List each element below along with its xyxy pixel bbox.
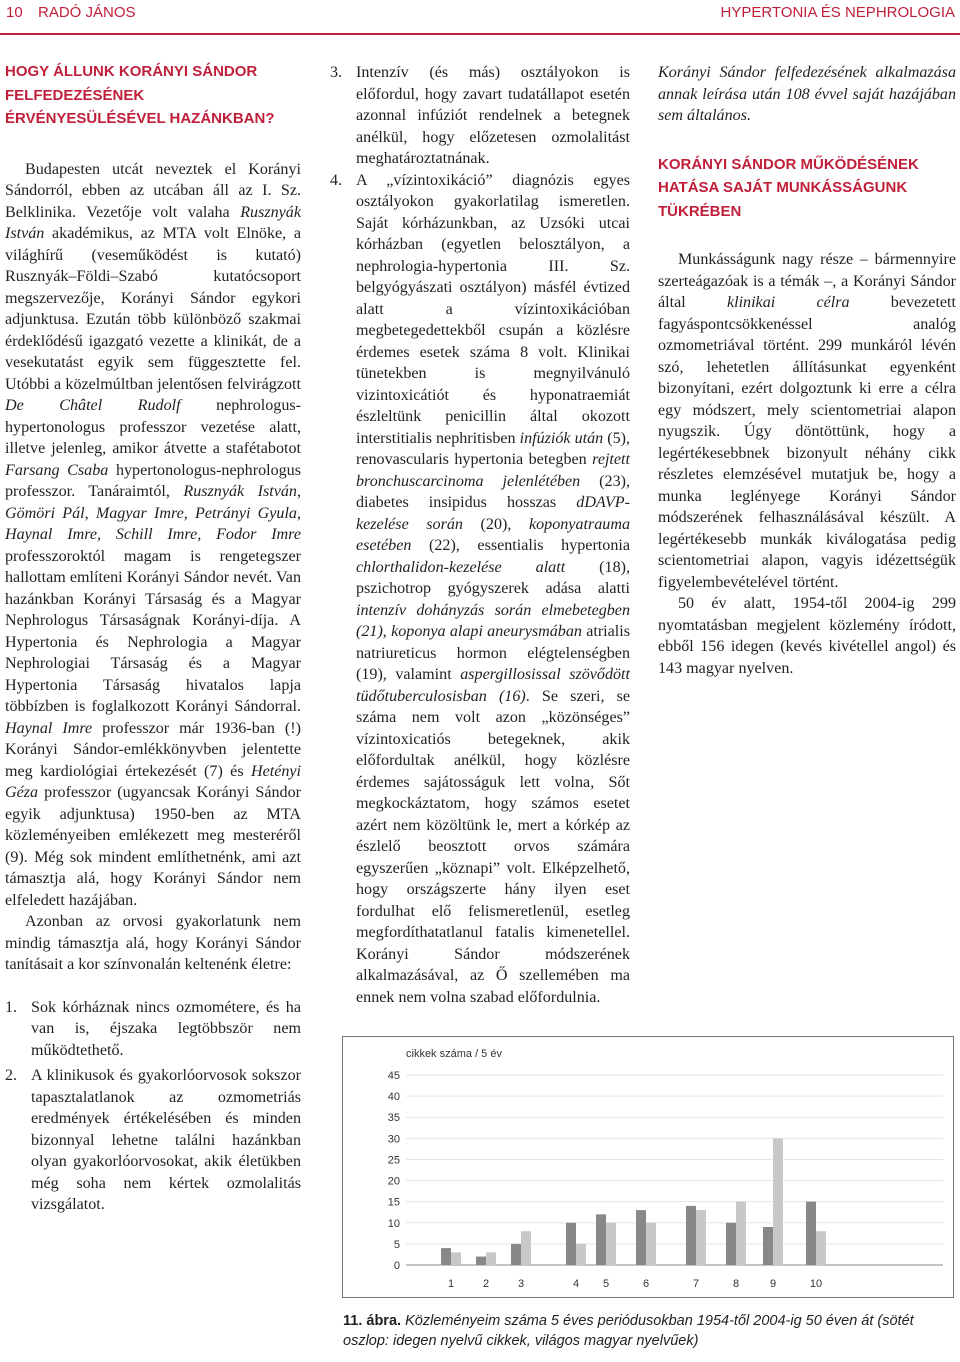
list-item: 2. A klinikusok és gyakorlóorvosok sokszor tapasztalatlanok az ozmometriás eredmények értékelésében és minden bizonnyal lehetne találni hazánkban olyan gyakorlóorvosokat, akik életükben még soha nem kértek ozmolalitás vizsgálatot. — [5, 1067, 301, 1213]
bar — [486, 1252, 496, 1265]
bar — [576, 1244, 586, 1265]
bar — [696, 1210, 706, 1265]
section-heading-1: HOGY ÁLLUNK KORÁNYI SÁNDOR FELFEDEZÉSÉNEK ÉRVÉNYESÜLÉSÉVEL HAZÁNKBAN? — [5, 63, 275, 127]
y-tick-label: 30 — [387, 1133, 400, 1146]
y-tick-label: 45 — [387, 1070, 400, 1082]
bar — [511, 1244, 521, 1265]
bar — [736, 1202, 746, 1265]
column-3 — [658, 62, 956, 679]
paragraph: 50 év alatt, 1954-től 2004-ig 299 nyomtatásban megjelent közlemény íródott, ebből 156 idegen (kevés kivétellel angol) és 143 magyar nyelven. — [658, 595, 956, 677]
y-axis-label: cikkek száma / 5 év — [406, 1048, 502, 1060]
x-tick-label: 6 — [642, 1278, 650, 1290]
bar — [816, 1231, 826, 1265]
bar — [806, 1202, 816, 1265]
paragraph: Budapesten utcát neveztek el Korányi Sándorról, ebben az utcában áll az I. Sz. Belklinika. Vezetője volt valaha Rusznyák István akadémikus, az MTA volt Elnöke, a világhírű (veseműködést is kutató) Rusznyák–Földi–Szabó kutatócsoport megszervezője, Korányi Sándor egykori adjunktusa. Ezután több különböző szakmai érdeklődésű igazgató vezette a klinikát, de a vesekutatást egyik sem függesztette fel. Utóbbi a közelmúltban jelentősen felvirágzott De Châtel Rudolf nephrologus-hypertonologus professzor vezetése alatt, illetve jelenleg, amikor átvette a stafétabotot Farsang Csaba hypertonologus-nephrologus professzor. Tanáraimtól, Rusznyák István, Gömöri Pál, Magyar Imre, Petrányi Gyula, Haynal Imre, Schill Imre, Fodor Imre professzoroktól magam is rengetegszer hallottam említeni Korányi Sándor nevét. Van hazánkban Korányi Társaság és a Magyar Nephrologus Társaságnak Korányi-díja. A Hypertonia és Nephrologia a Magyar Nephrologiai Társaság és a Magyar Hypertonia Társaság hivatalos lapja többízben is foglalkozott Korányi Sándorral. Haynal Imre professzor már 1936-ban (!) Korányi Sándor-emlékkönyvben jelentette meg kardiológiai értekezését (7) és Hetényi Géza professzor (ugyancsak Korányi Sándor egyik adjunktusa) 1950-ben az MTA közleményeiben emlékezett meg mesteréről (9). Még sok mindent említhetnénk, ami azt támasztja alá, hogy Korányi Sándor nem elfeledett hazájában. — [5, 160, 301, 909]
x-tick-label: 8 — [732, 1278, 740, 1290]
paragraph: Munkásságunk nagy része – bármennyire szerteágazóak is a témák –, a Korányi Sándor által klinikai célra bevezetett fagyáspontcsökkenéssel analóg ozmometriával történt. 299 munkáról lévén szó, lehetetlen állításunkat egyenként bizonyítani, ezért dolgoztunk ki erre a célra egy módszert, mely scientometriai alapon nyugszik. Úgy döntöttünk, hogy a legértékesebbnek bizonyult néhány cikk részletes elemzésével mutatjuk be, hogy a munka leglényege Korányi Sándor módszerének felhasználásával készült. A legértékesebb munkák kiválogatása pedig scientometriai alapon, vagyis idézettségük figyelembevételével történt. — [658, 251, 956, 591]
column-2 — [330, 62, 630, 1008]
x-tick-label: 4 — [572, 1278, 580, 1290]
x-tick-label: 3 — [517, 1278, 525, 1290]
list-item: 1. Sok kórháznak nincs ozmométere, és ha van is, éjszaka legtöbbször nem működtethető. — [5, 998, 301, 1059]
x-tick-label: 1 — [447, 1278, 455, 1290]
header-rule — [0, 33, 960, 35]
figure-label: 11. ábra. — [343, 1313, 402, 1329]
bar — [646, 1223, 656, 1265]
header-journal: HYPERTONIA ÉS NEPHROLOGIA — [720, 4, 955, 21]
bar — [686, 1206, 696, 1265]
bar — [606, 1223, 616, 1265]
list-item: 4. A „vízintoxikáció” diagnózis egyes osztályokon gyakorlatilag ismeretlen. Saját kórházunkban, az Uzsóki utcai kórházban (egyetlen belosztályon, a nephrologia-hypertonia III. Sz. belgyógyászati osztályon) másfél évtized alatt a vízintoxikációban megbetegedettekből csupán a közlésre érdemes esetek száma 8 volt. Klinikai tünetekben is megnyilvánuló vizintoxicátiót és hyponatraemiát észleltünk penicillin által okozott interstitialis nephritisben infúziók után (5), renovascularis hypertonia betegben rejtett bronchuscarcinoma jelenlétében (23), diabetes insipidus hosszas dDAVP-kezelése során (20), koponyatrauma esetében (22), essentialis hypertonia chlorthalidon-kezelése alatt (18), pszichotrop gyógyszerek adása alatti intenzív dohányzás során elmebetegben (21), koponya alapi aneurysmában atrialis natriureticus hormon elégtelenségben (19), valamint aspergillosissal szövődött tüdőtuberculosisban (16). Se szeri, se száma nem volt azon „közönséges” vízintoxicatiós betegeknek, akik előfordultak anélkül, hogy közlésre érdemes sajátosságuk lett volna, Sőt megkockáztatom, hogy számos esetet azért nem közöltünk le, mert a kórkép az észlelő beosztott orvos számára egyszerűen „köznapi” volt. Elképzelhető, hogy országszerte hány ilyen eset fordulhat elő felismeretlenül, esetleg megfordíthatatlanul fatalis kimenetellel. Korányi Sándor módszerének alkalmazásával, az Ő szellemében ma ennek nem volna szabad előfordulnia. — [330, 171, 631, 1006]
header-author: RADÓ JÁNOS — [38, 4, 136, 21]
x-tick-label: 2 — [482, 1278, 490, 1290]
y-tick-label: 5 — [393, 1238, 400, 1251]
y-tick-label: 0 — [393, 1260, 400, 1272]
x-tick-label: 7 — [692, 1278, 700, 1290]
y-tick-label: 25 — [387, 1154, 400, 1167]
conclusion: Korányi Sándor felfedezésének alkalmazása annak leírása után 108 évvel saját hazájában sem általános. — [658, 64, 956, 124]
list-item: 3. Intenzív (és más) osztályokon is előfordul, hogy zavart tudatállapot esetén azonnal infúziót rendelnek a betegnek anélkül, hogy előzetesen ozmolalitást meghatároztatnának. — [330, 64, 630, 167]
section-heading-2: KORÁNYI SÁNDOR MŰKÖDÉSÉNEK HATÁSA SAJÁT MUNKÁSSÁGUNK TÜKRÉBEN — [658, 155, 919, 220]
column-1 — [5, 60, 301, 1216]
bar — [451, 1252, 461, 1265]
page-number: 10 — [6, 4, 23, 21]
running-header — [0, 2, 960, 26]
x-tick-label: 5 — [602, 1278, 610, 1290]
bar — [441, 1248, 451, 1265]
bar — [476, 1257, 486, 1265]
y-tick-label: 20 — [387, 1175, 400, 1188]
y-tick-label: 40 — [387, 1091, 400, 1104]
bar — [521, 1231, 531, 1265]
bar-chart — [343, 1037, 953, 1297]
paragraph: Azonban az orvosi gyakorlatunk nem mindig támasztja alá, hogy Korányi Sándor tanításait a kor színvonalán keltenénk életre: — [5, 913, 301, 973]
bar-chart-frame — [342, 1036, 954, 1298]
bar — [636, 1210, 646, 1265]
numbered-list — [5, 997, 301, 1216]
bar — [596, 1214, 606, 1265]
numbered-list-continued — [330, 62, 630, 1008]
x-tick-label: 9 — [769, 1278, 777, 1290]
bar — [763, 1227, 773, 1265]
figure-caption — [343, 1311, 955, 1351]
x-tick-label: 10 — [809, 1278, 823, 1290]
bar — [566, 1223, 576, 1265]
bar — [726, 1223, 736, 1265]
y-tick-label: 35 — [387, 1112, 400, 1125]
y-tick-label: 15 — [387, 1196, 400, 1209]
figure-caption-text: Közleményeim száma 5 éves periódusokban 1954-től 2004-ig 50 éven át (sötét oszlop: idegen nyelvű cikkek, világos magyar nyelvűek) — [343, 1313, 914, 1349]
y-tick-label: 10 — [387, 1217, 400, 1230]
bar — [773, 1138, 783, 1265]
